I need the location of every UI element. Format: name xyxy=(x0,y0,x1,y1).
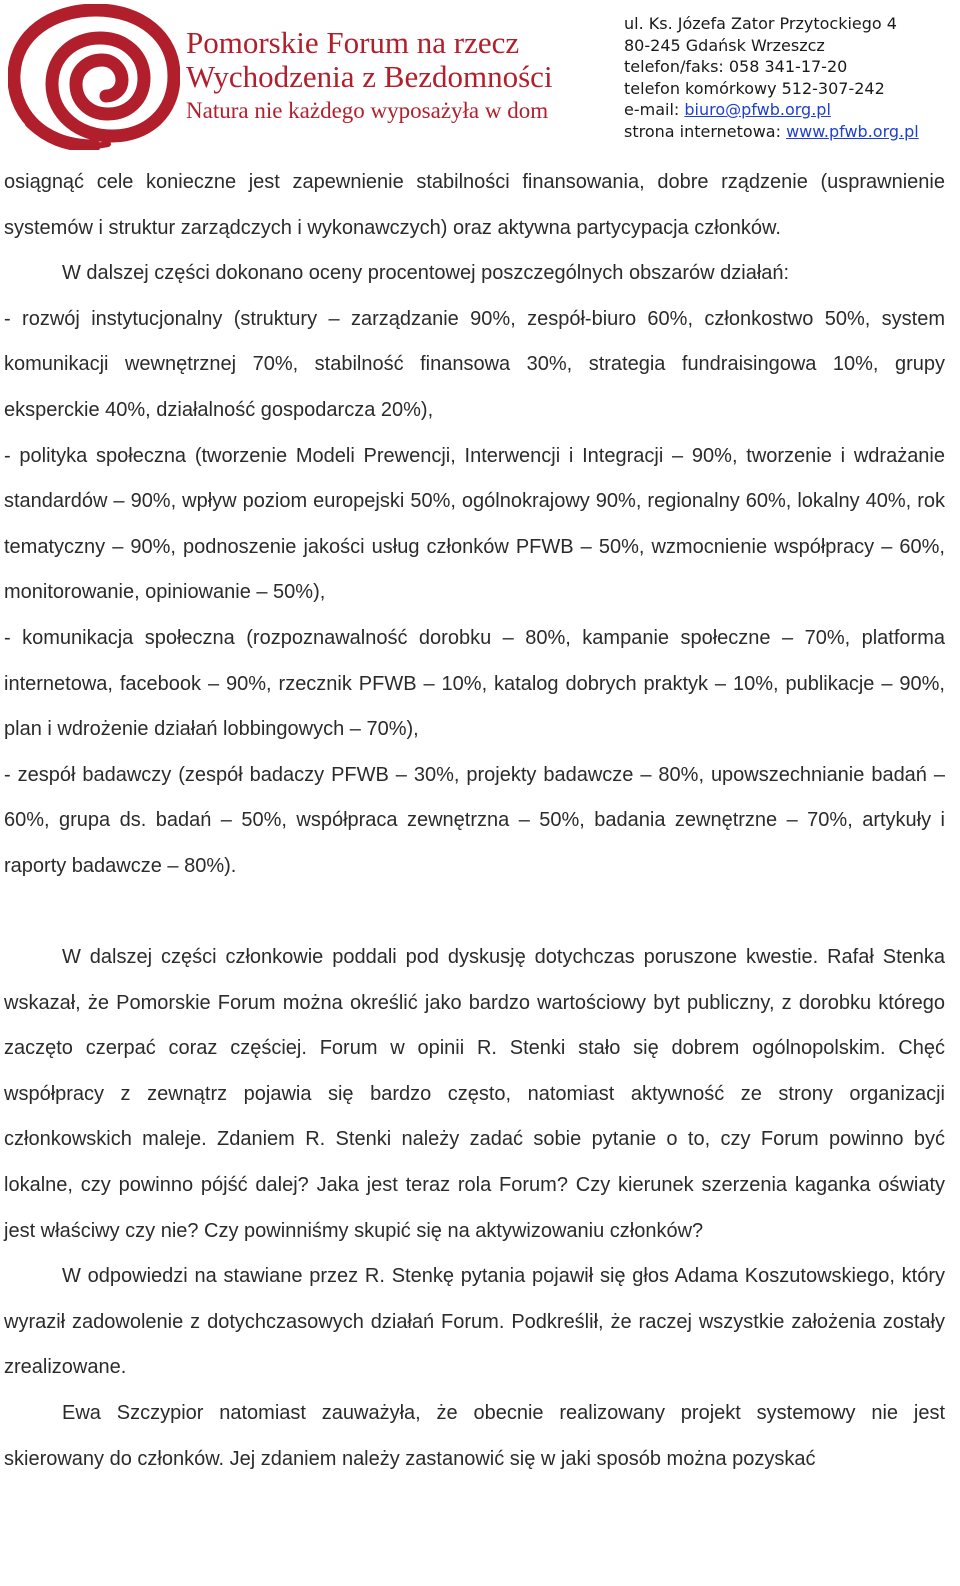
list-item-research-team: - zespół badawczy (zespół badaczy PFWB – 30%, projekty badawcze – 80%, upowszechnianie badań – 60%, grupa ds. badań – 50%, współpraca zewnętrzna – 50%, badania zewnętrzne – 70%, artykuły i raporty badawcze – 80%). xyxy=(4,763,945,877)
mobile-phone: telefon komórkowy 512-307-242 xyxy=(624,78,885,98)
website-link[interactable]: www.pfwb.org.pl xyxy=(786,121,919,141)
list-item-social-policy: - polityka społeczna (tworzenie Modeli Prewencji, Interwencji i Integracji – 90%, tworzenie i wdrażanie standardów – 90%, wpływ poziom europejski 50%, ogólnokrajowy 90%, regionalny 60%, lokalny 40%, rok tematyczny – 90%, podnoszenie jakości usług członków PFWB – 50%, wzmocnienie współpracy – 60%, monitorowanie, opiniowanie – 50%), xyxy=(4,444,945,604)
email-link[interactable]: biuro@pfwb.org.pl xyxy=(684,100,831,119)
contact-block xyxy=(624,13,919,142)
organization-title xyxy=(186,26,553,126)
email-line xyxy=(624,99,919,121)
paragraph-assessment-intro: W dalszej części dokonano oceny procentowej poszczególnych obszarów działań: xyxy=(62,262,790,285)
paragraph-discussion: W dalszej części członkowie poddali pod dyskusję dotychczas poruszone kwestie. Rafał Stenka wskazał, że Pomorskie Forum można określić jako bardzo wartościowy byt publiczny, z dorobku którego zaczęto czerpać coraz częściej. Forum w opinii R. Stenki stało się dobrem ogólnopolskim. Chęć współpracy z zewnątrz pojawia się bardzo często, natomiast aktywność ze strony organizacji członkowskich maleje. Zdaniem R. Stenki należy zadać sobie pytanie o to, czy Forum powinno być lokalne, czy powinno pójść dalej? Jaka jest teraz rola Forum? Czy kierunek szerzenia kaganka oświaty jest właściwy czy nie? Czy powinniśmy skupić się na aktywizowaniu członków? xyxy=(4,946,945,1242)
list-item-social-communication: - komunikacja społeczna (rozpoznawalność dorobku – 80%, kampanie społeczne – 70%, platforma internetowa, facebook – 90%, rzecznik PFWB – 10%, katalog dobrych praktyk – 10%, publikacje – 90%, plan i wdrożenie działań lobbingowych – 70%), xyxy=(4,626,945,741)
document-body xyxy=(4,160,945,1482)
website-line xyxy=(624,121,919,143)
paragraph-response: W odpowiedzi na stawiane przez R. Stenkę pytania pojawił się głos Adama Koszutowskiego, który wyraził zadowolenie z dotychczasowych działań Forum. Podkreślił, że raczej wszystkie założenia zostały zrealizowane. xyxy=(4,1265,945,1379)
paragraph-intro: osiągnąć cele konieczne jest zapewnienie stabilności finansowania, dobre rządzenie (usprawnienie systemów i struktur zarządczych i wykonawczych) oraz aktywna partycypacja członków. xyxy=(4,171,945,239)
list-item-institutional-development: - rozwój instytucjonalny (struktury – zarządzanie 90%, zespół-biuro 60%, członkostwo 50%, system komunikacji wewnętrznej 70%, stabilność finansowa 30%, strategia fundraisingowa 10%, grupy eksperckie 40%, działalność gospodarcza 20%), xyxy=(4,307,945,421)
org-name-line2: Wychodzenia z Bezdomności xyxy=(186,59,553,94)
letterhead xyxy=(0,0,960,150)
address-line1: ul. Ks. Józefa Zator Przytockiego 4 xyxy=(624,14,897,33)
website-label: strona internetowa: xyxy=(624,121,787,141)
org-tagline: Natura nie każdego wyposażyła w dom xyxy=(186,98,549,123)
phone-fax: telefon/faks: 058 341-17-20 xyxy=(624,57,848,76)
spiral-shell-logo xyxy=(8,4,180,150)
org-name-line1: Pomorskie Forum na rzecz xyxy=(186,25,520,60)
address-line2: 80-245 Gdańsk Wrzeszcz xyxy=(624,35,825,55)
email-label: e-mail: xyxy=(624,100,685,119)
paragraph-ewa-szczypior: Ewa Szczypior natomiast zauważyła, że obecnie realizowany projekt systemowy nie jest skierowany do członków. Jej zdaniem należy zastanowić się w jaki sposób można pozyskać xyxy=(4,1402,945,1470)
